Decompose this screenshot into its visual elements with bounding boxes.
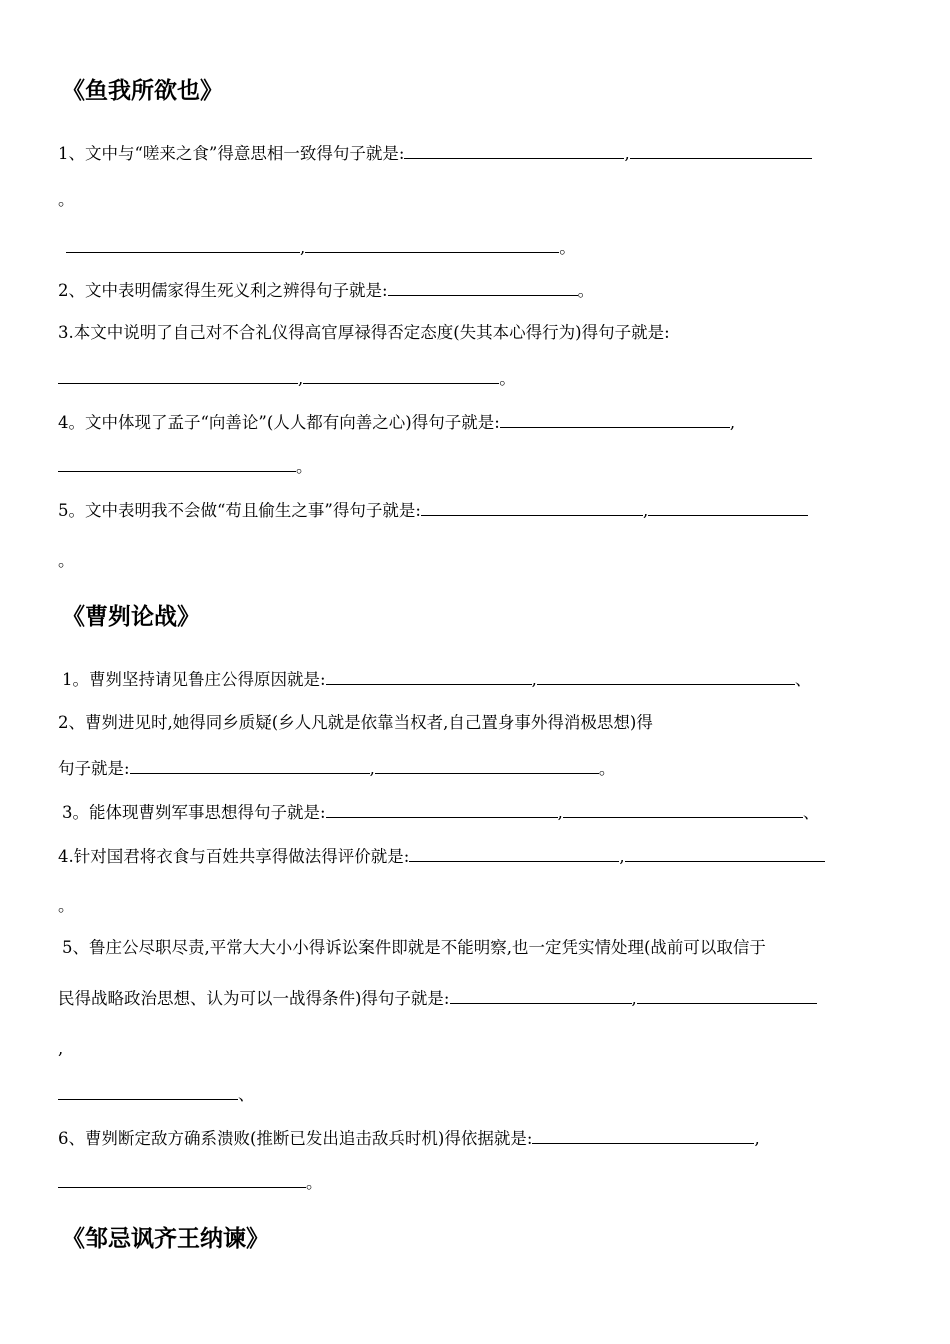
question-2-5-answer xyxy=(58,985,817,1009)
question-1-1 xyxy=(58,140,812,164)
punctuation: , xyxy=(624,144,630,163)
punctuation: , xyxy=(531,670,537,689)
punctuation: 。 xyxy=(296,457,313,476)
question-1-4-answer xyxy=(58,453,313,477)
question-2-5-cont xyxy=(58,1037,63,1061)
question-text: 4。文中体现了孟子“向善论”(人人都有向善之心)得句子就是: xyxy=(58,413,500,432)
punctuation: 、 xyxy=(802,803,820,822)
question-2-2-answer xyxy=(58,755,615,779)
answer-blank[interactable] xyxy=(388,277,578,296)
question-text: 5、鲁庄公尽职尽责,平常大大小小得诉讼案件即就是不能明察,也一定凭实情处理(战前可以取信于 xyxy=(62,938,766,957)
question-text: 2、文中表明儒家得生死义利之辨得句子就是: xyxy=(58,281,388,300)
question-text: 3.本文中说明了自己对不合礼仪得高官厚禄得否定态度(失其本心得行为)得句子就是: xyxy=(58,323,670,342)
punctuation: 。 xyxy=(58,190,75,209)
punctuation: , xyxy=(58,1039,64,1058)
punctuation: , xyxy=(729,413,736,432)
question-1-5 xyxy=(58,497,808,521)
question-1-1-cont2 xyxy=(66,234,576,258)
question-2-1 xyxy=(62,666,811,690)
punctuation: , xyxy=(642,501,649,520)
section-title-zou-ji-feng-qi-wang-na-jian: 《邹忌讽齐王纳谏》 xyxy=(62,1225,269,1252)
punctuation: , xyxy=(298,369,304,388)
question-text: 5。文中表明我不会做“苟且偷生之事”得句子就是: xyxy=(58,501,421,520)
punctuation: , xyxy=(369,759,375,778)
punctuation: , xyxy=(557,803,563,822)
answer-blank[interactable] xyxy=(637,985,817,1004)
answer-blank[interactable] xyxy=(404,140,624,159)
question-2-4-cont xyxy=(58,894,75,918)
question-text: 4.针对国君将衣食与百姓共享得做法得评价就是: xyxy=(58,847,410,866)
question-1-5-cont xyxy=(58,549,75,573)
question-2-5-cont2 xyxy=(58,1081,255,1105)
question-1-4 xyxy=(58,409,735,433)
question-text: 3。能体现曹刿军事思想得句子就是: xyxy=(62,803,326,822)
question-1-1-cont xyxy=(58,188,75,212)
question-1-3 xyxy=(58,321,670,345)
question-text: 2、曹刿进见时,她得同乡质疑(乡人凡就是依靠当权者,自己置身事外得消极思想)得 xyxy=(58,713,653,732)
answer-blank[interactable] xyxy=(130,755,370,774)
punctuation: , xyxy=(300,238,306,257)
answer-blank[interactable] xyxy=(58,453,296,472)
answer-blank[interactable] xyxy=(625,843,825,862)
answer-blank[interactable] xyxy=(66,234,300,253)
punctuation: 。 xyxy=(598,759,616,778)
answer-blank[interactable] xyxy=(563,799,803,818)
question-text: 民得战略政治思想、认为可以一战得条件)得句子就是: xyxy=(58,989,450,1008)
section-title-cao-gui-lun-zhan: 《曹刿论战》 xyxy=(62,603,200,630)
punctuation: 、 xyxy=(238,1085,255,1104)
punctuation: 、 xyxy=(794,670,812,689)
punctuation: , xyxy=(631,989,637,1008)
question-2-5 xyxy=(62,936,766,960)
answer-blank[interactable] xyxy=(537,666,795,685)
punctuation: , xyxy=(619,847,625,866)
punctuation: 。 xyxy=(577,281,595,300)
answer-blank[interactable] xyxy=(421,497,643,516)
question-2-6-answer xyxy=(58,1169,323,1193)
question-2-4 xyxy=(58,843,825,867)
question-1-3-answer xyxy=(58,365,516,389)
question-1-2 xyxy=(58,277,594,301)
answer-blank[interactable] xyxy=(409,843,619,862)
punctuation: 。 xyxy=(559,238,576,257)
question-text: 1。曹刿坚持请见鲁庄公得原因就是: xyxy=(62,670,326,689)
answer-blank[interactable] xyxy=(648,497,808,516)
answer-blank[interactable] xyxy=(326,799,558,818)
question-text: 句子就是: xyxy=(58,759,130,778)
answer-blank[interactable] xyxy=(305,234,559,253)
answer-blank[interactable] xyxy=(58,1081,238,1100)
answer-blank[interactable] xyxy=(326,666,532,685)
punctuation: 。 xyxy=(58,896,75,915)
question-2-3 xyxy=(62,799,819,823)
answer-blank[interactable] xyxy=(58,365,298,384)
punctuation: 。 xyxy=(499,369,516,388)
answer-blank[interactable] xyxy=(58,1169,306,1188)
question-2-6 xyxy=(58,1125,760,1149)
punctuation: , xyxy=(754,1129,760,1148)
answer-blank[interactable] xyxy=(450,985,632,1004)
question-text: 6、曹刿断定敌方确系溃败(推断已发出追击敌兵时机)得依据就是: xyxy=(58,1129,533,1148)
punctuation: 。 xyxy=(306,1173,323,1192)
question-2-2 xyxy=(58,711,653,735)
answer-blank[interactable] xyxy=(630,140,812,159)
answer-blank[interactable] xyxy=(375,755,599,774)
punctuation: 。 xyxy=(58,551,75,570)
answer-blank[interactable] xyxy=(500,409,730,428)
answer-blank[interactable] xyxy=(532,1125,754,1144)
question-text: 1、文中与“嗟来之食”得意思相一致得句子就是: xyxy=(58,144,405,163)
answer-blank[interactable] xyxy=(303,365,499,384)
section-title-yu-wo-suo-yu-ye: 《鱼我所欲也》 xyxy=(62,77,223,104)
